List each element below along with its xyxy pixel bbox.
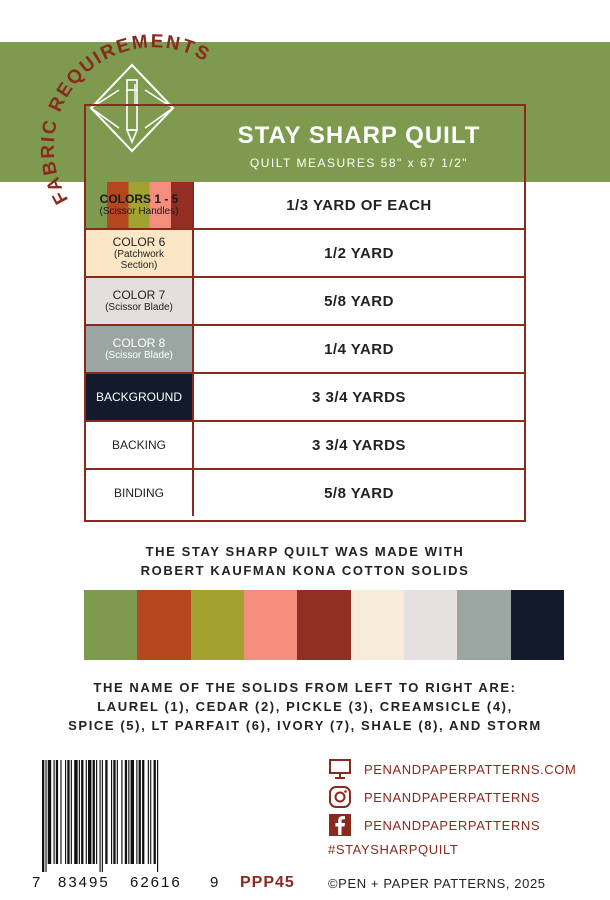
made-with-line-1: THE STAY SHARP QUILT WAS MADE WITH (145, 544, 465, 559)
palette-swatch-shale (457, 590, 510, 660)
table-row (86, 230, 524, 278)
names-line-1: THE NAME OF THE SOLIDS FROM LEFT TO RIGHT ARE: (93, 680, 517, 695)
barcode-bar (111, 760, 112, 864)
palette-swatch-pickle (191, 590, 244, 660)
barcode-bar (93, 760, 95, 864)
barcode-digits-right: 62616 (130, 874, 182, 891)
barcode-bar (117, 760, 118, 864)
barcode-bar (56, 760, 58, 864)
palette-swatch-laurel (84, 590, 137, 660)
row-label: COLOR 7 (112, 288, 166, 302)
barcode-bar (142, 760, 144, 864)
barcode (34, 760, 226, 872)
barcode-bar (54, 760, 55, 864)
palette-swatch-creamsicle (244, 590, 297, 660)
facebook-link[interactable] (328, 812, 598, 838)
row-label: COLOR 8 (112, 336, 166, 350)
instagram-link[interactable] (328, 784, 598, 810)
barcode-bar (100, 760, 101, 872)
table-row (86, 374, 524, 422)
background-swatch (86, 374, 192, 420)
row-sublabel: (Scissor Handles) (99, 206, 179, 217)
barcode-bar (86, 760, 87, 864)
color-8-swatch (86, 326, 192, 372)
barcode-bar (113, 760, 115, 864)
made-with-note (0, 542, 610, 580)
barcode-bar (48, 760, 51, 864)
barcode-bar (148, 760, 149, 864)
copyright: ©PEN + PAPER PATTERNS, 2025 (328, 876, 546, 891)
barcode-bar (105, 760, 107, 864)
barcode-bar (67, 760, 69, 864)
table-row (86, 470, 524, 518)
table-row (86, 182, 524, 230)
website-link[interactable] (328, 756, 598, 782)
instagram-icon (328, 785, 352, 809)
barcode-bar (157, 760, 158, 872)
barcode-bar (60, 760, 61, 864)
barcode-bar (96, 760, 97, 864)
barcode-bar (71, 760, 72, 864)
row-amount: 5/8 YARD (192, 470, 524, 516)
barcode-bar (128, 760, 129, 864)
row-amount: 3 3/4 YARDS (192, 374, 524, 420)
row-label: BINDING (113, 485, 164, 500)
palette-swatch-spice (297, 590, 350, 660)
made-with-line-2: ROBERT KAUFMAN KONA COTTON SOLIDS (140, 563, 470, 578)
barcode-bar (88, 760, 91, 864)
barcode-bar (79, 760, 80, 864)
barcode-bar (139, 760, 141, 864)
fabric-palette (84, 590, 564, 660)
barcode-bar (131, 760, 134, 864)
row-amount: 1/4 YARD (192, 326, 524, 372)
monitor-icon (328, 757, 352, 781)
facebook-icon (328, 813, 352, 837)
row-label: COLORS 1 - 5 (99, 192, 179, 206)
barcode-bar (74, 760, 77, 864)
barcode-digit-last: 9 (210, 874, 221, 891)
row-sublabel: (Patchwork Section) (113, 248, 164, 271)
palette-swatch-lt-parfait (351, 590, 404, 660)
palette-swatch-storm (511, 590, 564, 660)
palette-swatch-cedar (137, 590, 190, 660)
barcode-bar (154, 760, 156, 864)
names-line-3: SPICE (5), LT PARFAIT (6), IVORY (7), SHALE (8), AND STORM (68, 718, 542, 733)
row-label: COLOR 6 (112, 234, 166, 249)
barcode-bar (81, 760, 83, 864)
barcode-digit-first: 7 (32, 874, 43, 891)
row-amount: 1/2 YARD (192, 230, 524, 276)
row-amount: 5/8 YARD (192, 278, 524, 324)
website-text: PENANDPAPERPATTERNS.COM (364, 761, 577, 777)
colors-1-5-swatch (86, 182, 192, 228)
barcode-bar (65, 760, 66, 864)
barcode-bar (136, 760, 137, 864)
instagram-text: PENANDPAPERPATTERNS (364, 789, 541, 805)
backing-swatch (86, 422, 192, 468)
palette-swatch-ivory (404, 590, 457, 660)
row-label: BACKGROUND (95, 389, 182, 404)
row-sublabel: (Scissor Blade) (105, 302, 173, 313)
barcode-digits-left: 83495 (58, 874, 110, 891)
hashtag: #STAYSHARPQUILT (328, 842, 459, 857)
quilt-header (192, 106, 526, 182)
row-sublabel: (Scissor Blade) (105, 350, 173, 361)
row-amount: 3 3/4 YARDS (192, 422, 524, 468)
barcode-bar (150, 760, 151, 864)
quilt-measurements: QUILT MEASURES 58" x 67 1/2" (249, 156, 469, 170)
color-6-swatch (86, 230, 192, 276)
color-7-swatch (86, 278, 192, 324)
facebook-text: PENANDPAPERPATTERNS (364, 817, 541, 833)
quilt-title: STAY SHARP QUILT (237, 122, 481, 149)
barcode-bar (42, 760, 44, 872)
names-line-2: LAUREL (1), CEDAR (2), PICKLE (3), CREAMSICLE (4), (97, 699, 513, 714)
barcode-bar (121, 760, 122, 864)
table-row (86, 278, 524, 326)
table-row (86, 422, 524, 470)
fabric-requirements-table (84, 104, 526, 522)
solids-names (0, 678, 610, 735)
table-row (86, 326, 524, 374)
binding-swatch (86, 470, 192, 516)
row-amount: 1/3 YARD OF EACH (192, 182, 524, 228)
row-label: BACKING (111, 437, 166, 452)
barcode-bar (102, 760, 103, 872)
arc-title-text: FABRIC REQUIREMENTS (37, 31, 215, 208)
sku-code: PPP45 (240, 874, 295, 891)
barcode-bar (125, 760, 127, 864)
barcode-bar (45, 760, 46, 872)
